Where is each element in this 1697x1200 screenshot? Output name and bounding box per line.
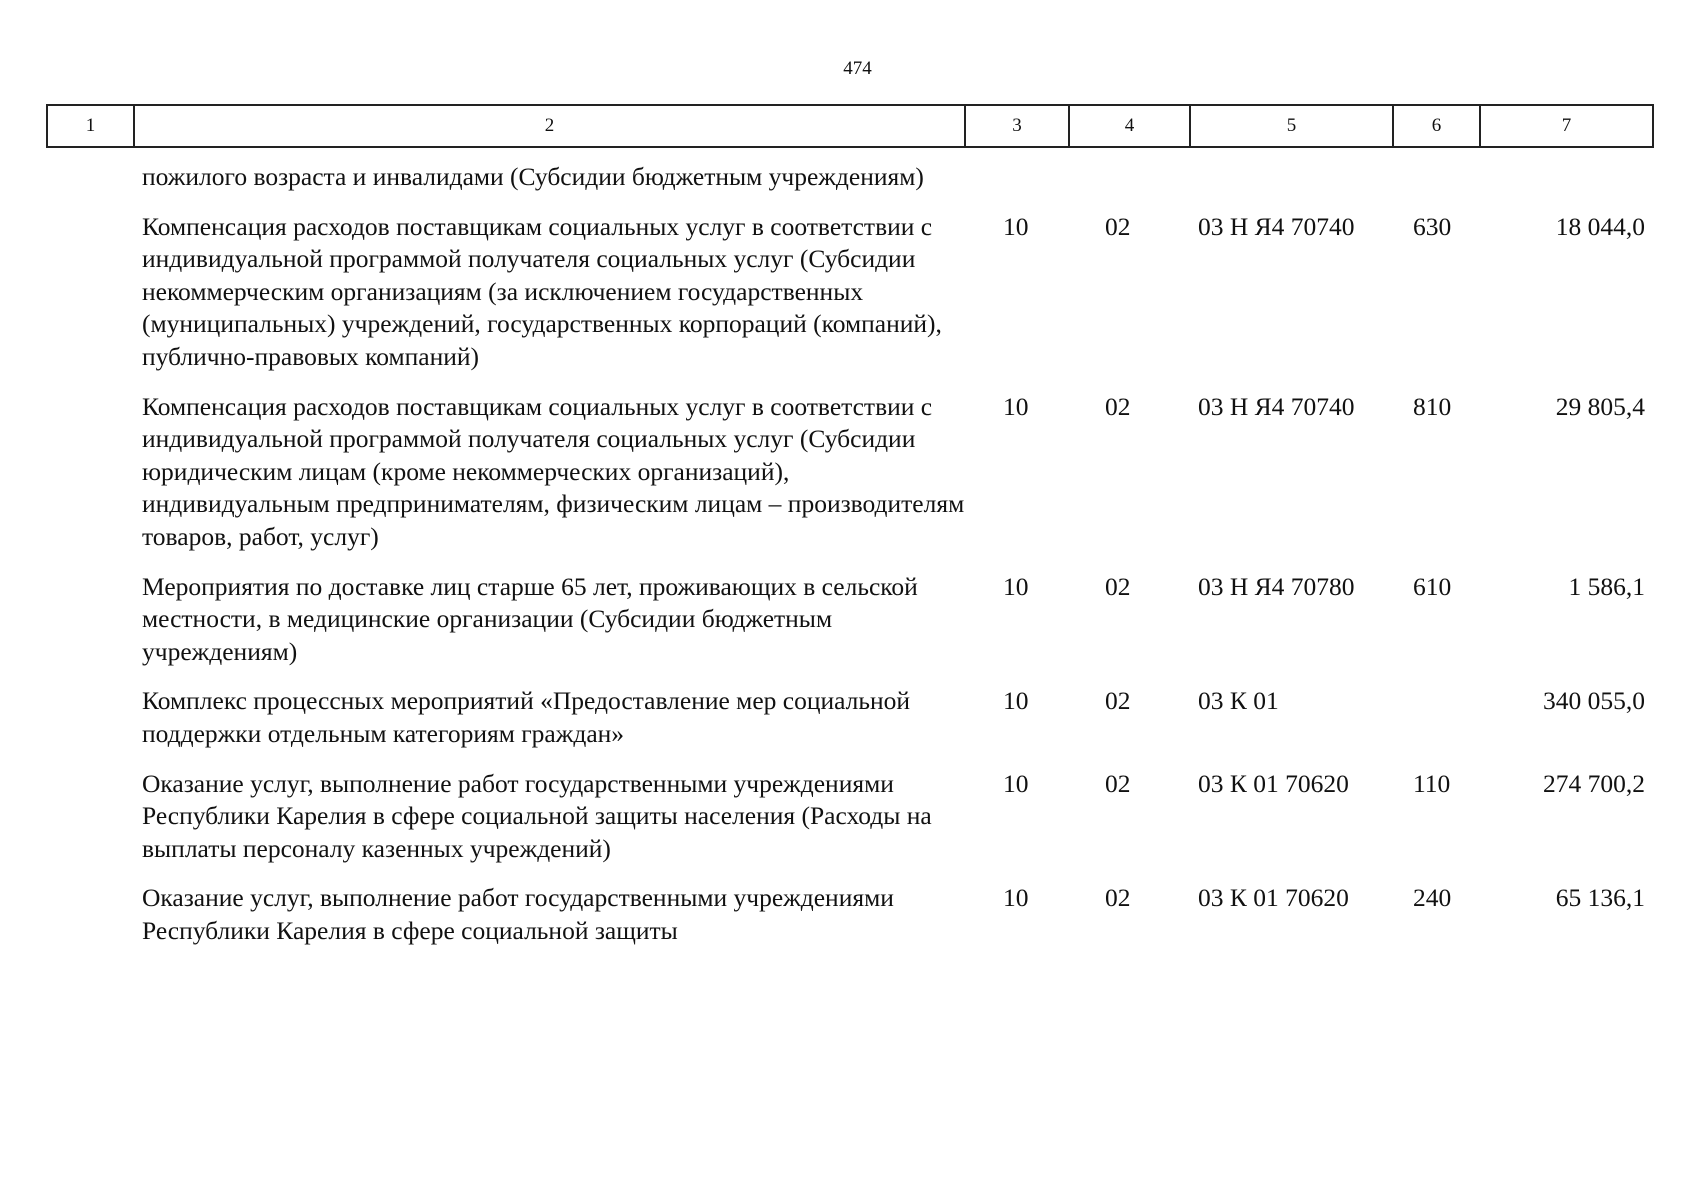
expense-type-cell: 240 <box>1413 883 1452 913</box>
row-number-cell <box>47 211 134 391</box>
expense-type-cell: 610 <box>1413 571 1452 601</box>
target-code-cell: 03 Н Я4 70780 <box>1198 571 1355 601</box>
section-cell <box>965 147 1069 211</box>
target-code-cell: 03 К 01 70620 <box>1198 768 1349 798</box>
row-number-cell <box>47 685 134 767</box>
table-row <box>47 147 1653 211</box>
budget-table <box>46 104 1654 964</box>
expense-type-cell: 810 <box>1413 391 1452 421</box>
amount-cell: 18 044,0 <box>1555 211 1645 241</box>
amount-cell <box>1480 147 1653 211</box>
header-col-2: 2 <box>134 105 965 147</box>
amount-cell: 274 700,2 <box>1543 768 1645 798</box>
subsection-cell: 02 <box>1105 883 1131 913</box>
subsection-cell: 02 <box>1105 211 1131 241</box>
description-cell: Оказание услуг, выполнение работ государственными учреждениями Республики Карелия в сфере социальной защиты <box>142 883 894 945</box>
target-code-cell: 03 К 01 70620 <box>1198 883 1349 913</box>
header-col-7: 7 <box>1480 105 1653 147</box>
subsection-cell: 02 <box>1105 391 1131 421</box>
table-row <box>47 391 1653 571</box>
description-cell: Оказание услуг, выполнение работ государственными учреждениями Республики Карелия в сфере социальной защиты населения (Расходы на выплаты персоналу казенных учреждений) <box>142 768 932 863</box>
table-row <box>47 211 1653 391</box>
row-number-cell <box>47 391 134 571</box>
row-number-cell <box>47 768 134 883</box>
table-row <box>47 685 1653 767</box>
expense-type-cell <box>1393 685 1480 767</box>
expense-type-cell <box>1393 147 1480 211</box>
subsection-cell <box>1069 147 1190 211</box>
subsection-cell: 02 <box>1105 571 1131 601</box>
table-row <box>47 571 1653 686</box>
table-row <box>47 768 1653 883</box>
section-cell: 10 <box>1003 391 1029 421</box>
table-row <box>47 882 1653 964</box>
target-code-cell: 03 К 01 <box>1198 686 1279 716</box>
row-number-cell <box>47 571 134 686</box>
header-col-6: 6 <box>1393 105 1480 147</box>
description-cell: Комплекс процессных мероприятий «Предоставление мер социальной поддержки отдельным категориям граждан» <box>142 686 911 748</box>
description-cell: Компенсация расходов поставщикам социальных услуг в соответствии с индивидуальной программой получателя социальных услуг (Субсидии юридическим лицам (кроме некоммерческих организаций), индивидуальным предпринимателям, физическим лицам – производителям товаров, работ, услуг) <box>142 391 965 551</box>
target-code-cell <box>1190 147 1393 211</box>
header-col-4: 4 <box>1069 105 1190 147</box>
amount-cell: 65 136,1 <box>1555 883 1645 913</box>
description-cell: пожилого возраста и инвалидами (Субсидии бюджетным учреждениям) <box>142 162 924 191</box>
description-cell: Компенсация расходов поставщикам социальных услуг в соответствии с индивидуальной программой получателя социальных услуг (Субсидии некоммерческим организациям (за исключением государственных (муниципальных) учреждений, государственных корпораций (компаний), публично-правовых компаний) <box>142 211 942 371</box>
row-number-cell <box>47 147 134 211</box>
expense-type-cell: 630 <box>1413 211 1452 241</box>
header-col-1: 1 <box>47 105 134 147</box>
section-cell: 10 <box>1003 211 1029 241</box>
subsection-cell: 02 <box>1105 768 1131 798</box>
target-code-cell: 03 Н Я4 70740 <box>1198 211 1355 241</box>
target-code-cell: 03 Н Я4 70740 <box>1198 391 1355 421</box>
header-col-5: 5 <box>1190 105 1393 147</box>
subsection-cell: 02 <box>1105 686 1131 716</box>
amount-cell: 1 586,1 <box>1568 571 1645 601</box>
amount-cell: 29 805,4 <box>1555 391 1645 421</box>
section-cell: 10 <box>1003 883 1029 913</box>
amount-cell: 340 055,0 <box>1543 686 1645 716</box>
expense-type-cell: 110 <box>1413 768 1451 798</box>
header-col-3: 3 <box>965 105 1069 147</box>
page-number: 474 <box>843 58 872 79</box>
section-cell: 10 <box>1003 571 1029 601</box>
description-cell: Мероприятия по доставке лиц старше 65 лет, проживающих в сельской местности, в медицинские организации (Субсидии бюджетным учреждениям) <box>142 571 918 666</box>
row-number-cell <box>47 882 134 964</box>
header-row <box>47 105 1653 147</box>
section-cell: 10 <box>1003 768 1029 798</box>
section-cell: 10 <box>1003 686 1029 716</box>
